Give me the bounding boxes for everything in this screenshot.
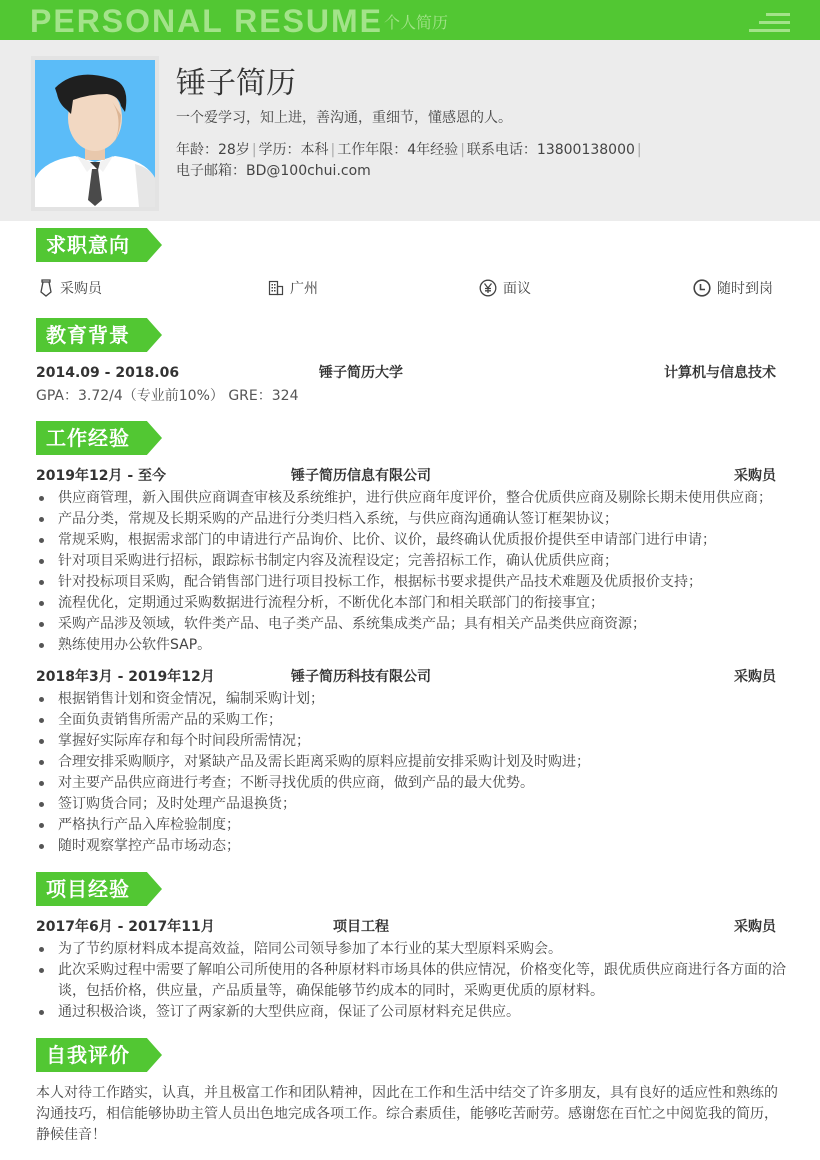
banner-title-cn: 个人简历 [384,13,449,32]
list-item: 通过积极洽谈，签订了两家新的大型供应商，保证了公司原材料充足供应。 [36,1002,786,1023]
age: 年龄：28岁 [176,142,250,158]
list-item: 严格执行产品入库检验制度； [36,815,786,836]
top-banner [0,0,820,40]
list-item: 采购产品涉及领域，软件类产品、电子类产品、系统集成类产品；具有相关产品类供应商资源； [36,614,786,635]
work-role: 采购员 [734,468,776,484]
list-item: 常规采购，根据需求部门的申请进行产品询价、比价、议价，最终确认优质报价提供至申请部门进行申请； [36,530,786,551]
project-period: 2017年6月 - 2017年11月 [36,919,215,935]
education-major: 计算机与信息技术 [664,365,776,381]
self-evaluation-text: 本人对待工作踏实，认真，并且极富工作和团队精神，因此在工作和生活中结交了许多朋友，具有良好的适应性和熟练的沟通技巧，相信能够协助主管人员出色地完成各项工作。综合素质佳，能够吃苦耐劳。感谢您在百忙之中阅览我的简历，静候佳音！ [36,1085,778,1143]
person-avatar-icon [35,60,155,207]
profile-header [0,40,820,221]
yen-icon [479,279,497,297]
intent-city: 广州 [268,277,318,299]
list-item: 产品分类，常规及长期采购的产品进行分类归档入系统，与供应商沟通确认签订框架协议； [36,509,786,530]
section-heading-work: 工作经验 [36,421,162,455]
list-item: 为了节约原材料成本提高效益，陪同公司领导参加了本行业的某大型原料采购会。 [36,939,786,960]
list-item: 根据销售计划和资金情况，编制采购计划； [36,689,786,710]
clock-icon [693,279,711,297]
divider: | [251,142,257,158]
banner-title-en: PERSONAL RESUME [30,3,384,39]
list-item: 供应商管理，新入围供应商调查审核及系统维护，进行供应商年度评价，整合优质供应商及剔除长期未使用供应商； [36,488,786,509]
list-item: 随时观察掌控产品市场动态； [36,836,786,857]
work-role: 采购员 [734,669,776,685]
list-item: 掌握好实际库存和每个时间段所需情况； [36,731,786,752]
job-intent-row [0,277,820,299]
work-entry-header [36,667,776,687]
candidate-name: 锤子简历 [176,66,296,101]
avatar [31,56,159,211]
list-item: 签订购货合同；及时处理产品退换货； [36,794,786,815]
work-entry-header [36,466,776,486]
education-school: 锤子简历大学 [319,365,403,381]
education-row [36,363,776,383]
intent-salary: 面议 [479,277,531,299]
work-company: 锤子简历科技有限公司 [291,669,431,685]
list-item: 对主要产品供应商进行考查；不断寻找优质的供应商，做到产品的最大优势。 [36,773,786,794]
project-name: 项目工程 [333,919,389,935]
list-item: 合理安排采购顺序，对紧缺产品及需长距离采购的原料应提前安排采购计划及时购进； [36,752,786,773]
work-duties-list [36,689,786,857]
list-item: 流程优化，定期通过采购数据进行流程分析，不断优化本部门和相关联部门的衔接事宜； [36,593,786,614]
avatar-illustration [35,60,155,207]
hamburger-menu-icon[interactable] [746,13,790,33]
candidate-info [176,140,656,182]
section-heading-intent: 求职意向 [36,228,162,262]
email: 电子邮箱：BD@100chui.com [176,163,371,179]
section-heading-self-evaluation: 自我评价 [36,1038,162,1072]
tie-icon [38,279,54,297]
project-entry-header [36,917,776,937]
phone: 联系电话：13800138000 [466,142,635,158]
list-item: 针对投标项目采购，配合销售部门进行项目投标工作，根据标书要求提供产品技术难题及优质报价支持； [36,572,786,593]
work-period: 2018年3月 - 2019年12月 [36,669,215,685]
list-item: 针对项目采购进行招标，跟踪标书制定内容及流程设定；完善招标工作，确认优质供应商； [36,551,786,572]
education-level: 学历：本科 [258,142,329,158]
section-heading-education: 教育背景 [36,318,162,352]
work-years: 工作年限：4年经验 [337,142,459,158]
education-period: 2014.09 - 2018.06 [36,365,180,381]
divider: | [636,142,642,158]
building-icon [268,280,284,296]
divider: | [460,142,465,158]
work-duties-list [36,488,786,656]
work-period: 2019年12月 - 至今 [36,468,167,484]
divider: | [330,142,336,158]
education-detail: GPA：3.72/4（专业前10%） GRE：324 [36,388,299,404]
intent-position: 采购员 [38,277,102,299]
work-company: 锤子简历信息有限公司 [291,468,431,484]
list-item: 此次采购过程中需要了解咱公司所使用的各种原材料市场具体的供应情况，价格变化等，跟优质供应商进行各方面的洽谈，包括价格，供应量，产品质量等，确保能够节约成本的同时，采购更优质的原材料。 [36,960,786,1002]
list-item: 熟练使用办公软件SAP。 [36,635,786,656]
section-heading-project: 项目经验 [36,872,162,906]
project-items-list [36,939,786,1023]
candidate-motto: 一个爱学习，知上进，善沟通，重细节，懂感恩的人。 [176,110,512,126]
project-role: 采购员 [734,919,776,935]
intent-availability: 随时到岗 [693,277,773,299]
list-item: 全面负责销售所需产品的采购工作； [36,710,786,731]
